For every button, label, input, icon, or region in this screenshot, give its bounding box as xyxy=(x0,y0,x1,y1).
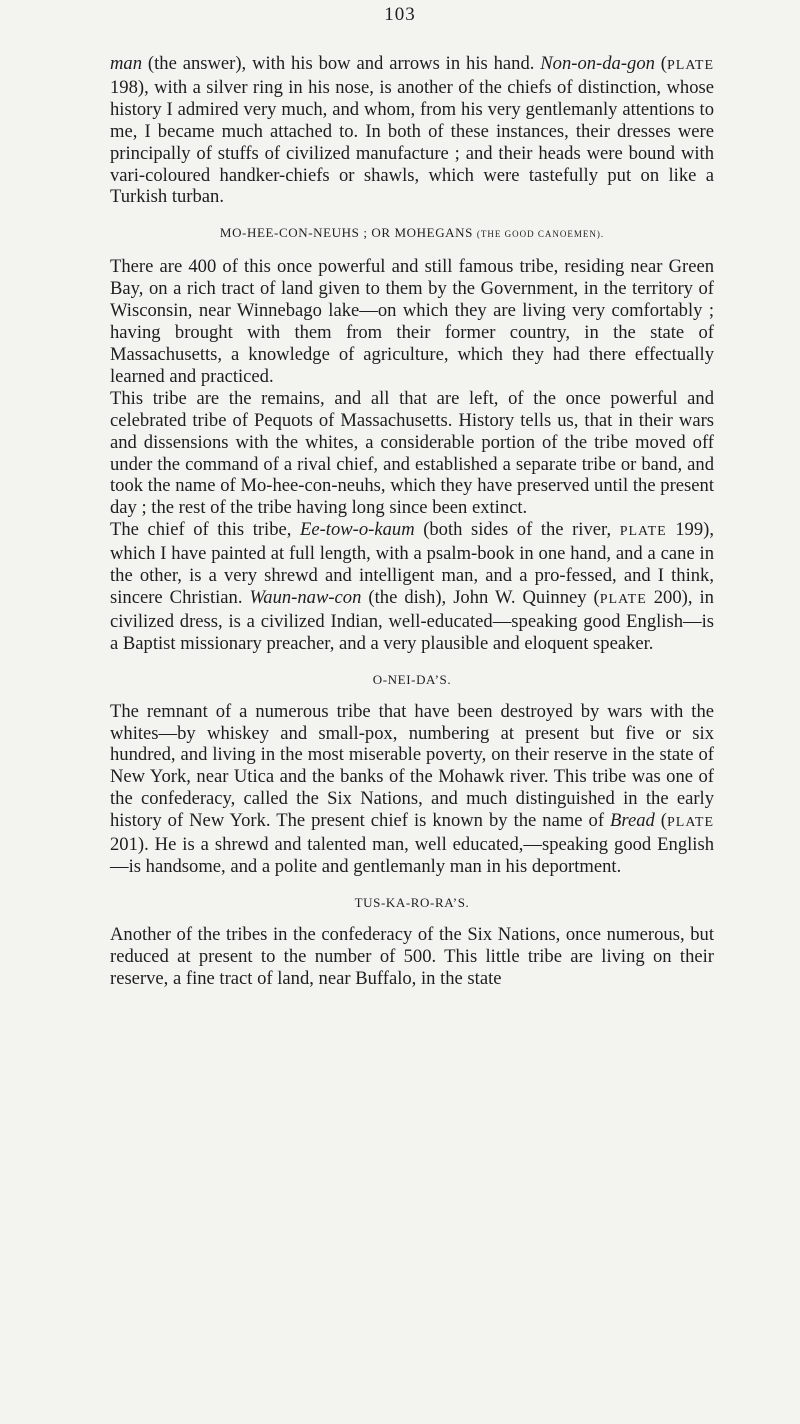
chief-name: Waun-naw-con xyxy=(249,586,362,608)
text-run: ( xyxy=(654,53,667,74)
text-run: 201). He is a shrewd and talented man, well educated,—speaking good English—is handsome, and a polite and gentlemanly man in his deportment. xyxy=(110,834,714,877)
plate-label: PLATE xyxy=(619,524,667,540)
page-body xyxy=(110,53,714,990)
paragraph-6: Another of the tribes in the confederacy of the Six Nations, once numerous, but reduced at present to the number of 500. This little tribe are living on their reserve, a fine tract of land, near Buffalo, in the state xyxy=(110,923,714,989)
paragraph-5 xyxy=(110,701,714,878)
paragraph-3: This tribe are the remains, and all that are left, of the once powerful and celebrated tribe of Pequots of Massachusetts. History tells us, that in their wars and dissensions with the whites, a considerable portion of the tribe moved off under the command of a rival chief, and established a separate tribe or band, and took the name of Mo-hee-con-neuhs, which they have preserved until the present day ; the rest of the tribe having long since been extinct. xyxy=(110,387,714,519)
heading-main: MO-HEE-CON-NEUHS ; OR MOHEGANS xyxy=(219,225,477,241)
paragraph-4 xyxy=(110,519,714,654)
section-heading-tuskaroras: TUS-KA-RO-RA’S. xyxy=(354,894,470,910)
chief-name: Bread xyxy=(610,810,655,832)
text-run: (the answer), with his bow and arrows in his hand. xyxy=(142,53,541,74)
chief-name: Ee-tow-o-kaum xyxy=(300,519,415,541)
text-run: The chief of this tribe, xyxy=(110,519,300,541)
page-number: 103 xyxy=(384,4,416,25)
text-run: 200), in civilized dress, is a civilized Indian, well-educated—speaking good English—is a Baptist missionary preacher, and a very plausible and eloquent speaker. xyxy=(110,586,714,654)
chief-name: Non-on-da-gon xyxy=(540,53,655,74)
section-heading-oneidas: O-NEI-DA’S. xyxy=(372,671,452,687)
paragraph-2: There are 400 of this once powerful and still famous tribe, residing near Green Bay, on a rich tract of land given to them by the Government, in the territory of Wisconsin, near Winnebago lake—on which they are living very comfortably ; having brought with them from their former country, in the state of Massachusetts, a knowledge of agriculture, which they had there effectually learned and practiced. xyxy=(110,256,714,387)
text-run: 199), which I have painted at full length, with a psalm-book in one hand, and a cane in the other, is a very shrewd and intelligent man, and a pro-fessed, and I think, sincere Christian. xyxy=(110,519,714,608)
text-run: The remnant of a numerous tribe that have been destroyed by wars with the whites—by whiskey and small-pox, numbering at present but five or six hundred, and living in the most miserable poverty, on their reserve in the state of New York, near Utica and the banks of the Mohawk river. This tribe was one of the confederacy, called the Six Nations, and much distinguished in the early history of New York. The present chief is known by the name of xyxy=(110,700,714,832)
text-run: 198), with a silver ring in his nose, is another of the chiefs of distinction, whose history I admired very much, and whom, from his very gentlemanly attentions to me, I became much attached to. In both of these instances, their dresses were principally of stuffs of civilized manufacture ; and their heads were bound with vari-coloured handker-chiefs or shawls, which were tastefully put on like a Turkish turban. xyxy=(110,76,714,208)
plate-label: PLATE xyxy=(599,591,647,607)
heading-subtitle: (THE GOOD CANOEMEN). xyxy=(476,229,605,240)
italic-term: man xyxy=(110,53,143,74)
section-heading-mohegans xyxy=(110,225,714,242)
plate-label: PLATE xyxy=(667,58,714,73)
text-run: (both sides of the river, xyxy=(414,519,620,541)
plate-label: PLATE xyxy=(667,815,715,831)
text-run: (the dish), John W. Quinney ( xyxy=(361,586,600,608)
paragraph-1 xyxy=(110,53,714,208)
text-run: ( xyxy=(654,810,668,832)
